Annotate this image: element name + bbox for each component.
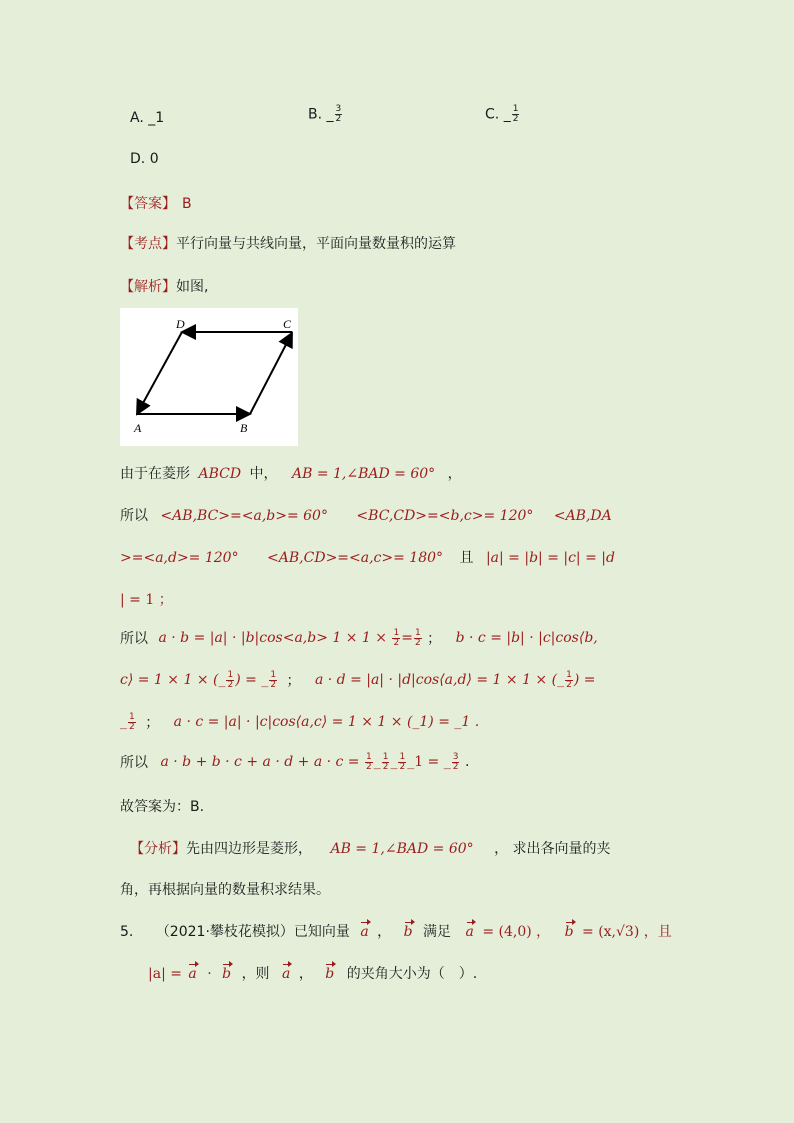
- solution-line-6: c⟩ = 1 × 1 × (_ $\frac{1}{2}$ ) = _ $\frac{1}{2}$ ； a · d = |a| · |d|cos⟨a,d⟩ = 1 × 1 × (_ $\frac{1}{2}$ ) =: [120, 669, 596, 690]
- label-a: A: [134, 421, 142, 435]
- question-5-line-1: 5. （2021·攀枝花模拟）已知向量 a ， b 满足 a = (4,0) ， b = (x,√3) ，且: [120, 924, 672, 940]
- label-c: C: [283, 317, 292, 331]
- topic-text: 平行向量与共线向量，平面向量数量积的运算: [176, 236, 456, 252]
- solution-line-9: 故答案为：B.: [120, 799, 205, 815]
- analysis-summary-line-1: 【分析】先由四边形是菱形， AB = 1,∠BAD = 60° ， 求出各向量的夹: [130, 841, 611, 857]
- solution-line-4: | = 1 ；: [120, 592, 173, 608]
- rhombus-figure: [120, 308, 298, 446]
- label-b: B: [240, 421, 248, 435]
- analysis-summary-line-2: 角，再根据向量的数量积求结果。: [120, 882, 330, 898]
- question-5-line-2: |a| = a · b ，则 a ， b 的夹角大小为（ ）.: [148, 966, 478, 982]
- answer-line: [120, 193, 192, 213]
- option-b: B. _ $\frac{3}{2}$: [308, 104, 342, 124]
- topic-tag: 【考点】: [120, 236, 176, 252]
- solution-line-3: >=<a,d>= 120° <AB,CD>=<a,c>= 180° 且 |a| = |b| = |c| = |d: [120, 550, 615, 566]
- option-a: A. _1: [130, 110, 165, 126]
- analysis-text: 如图,: [176, 279, 209, 295]
- solution-line-7: _ $\frac{1}{2}$ ； a · c = |a| · |c|cos⟨a,c⟩ = 1 × 1 × (_1) = _1 .: [120, 711, 480, 732]
- solution-line-8: 所以 a · b + b · c + a · d + a · c = $\frac{1}{2}$ _ $\frac{1}{2}$ _ $\frac{1}{2}$ _1 = _ $\frac{3}{2}$ .: [120, 751, 470, 772]
- analysis-line: [120, 276, 208, 296]
- option-c: C. _ $\frac{1}{2}$: [485, 104, 519, 124]
- analysis-tag: 【解析】: [120, 279, 176, 295]
- label-d: D: [176, 317, 185, 331]
- answer-tag: 【答案】: [120, 196, 176, 212]
- solution-line-2: 所以 <AB,BC>=<a,b>= 60° <BC,CD>=<b,c>= 120° <AB,DA: [120, 508, 612, 524]
- solution-line-1: 由于在菱形 ABCD 中， AB = 1,∠BAD = 60° ，: [120, 466, 462, 482]
- topic-line: [120, 233, 456, 253]
- answer-value: B: [182, 196, 192, 212]
- option-d: D. 0: [130, 151, 159, 167]
- solution-line-5: 所以 a · b = |a| · |b|cos<a,b> 1 × 1 × $\frac{1}{2}$ = $\frac{1}{2}$ ； b · c = |b| · |c|cos⟨b,: [120, 627, 598, 648]
